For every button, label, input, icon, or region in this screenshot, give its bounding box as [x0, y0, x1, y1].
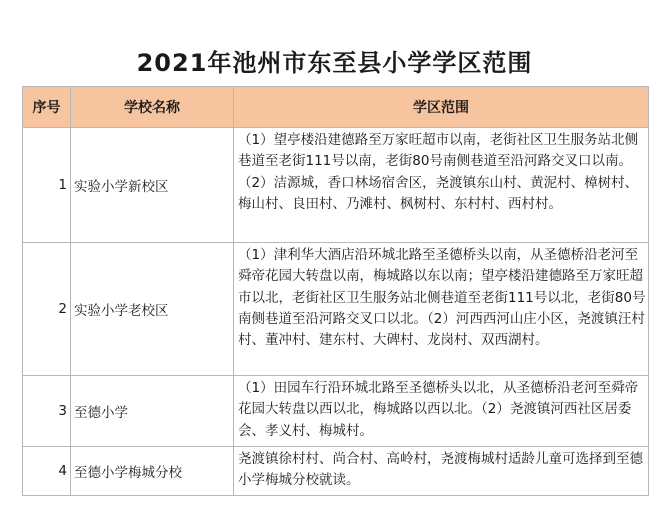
row-district-scope: （1）望亭楼沿建德路至万家旺超市以南，老街社区卫生服务站北侧巷道至老街111号以南，老街80号南侧巷道至沿河路交叉口以南。（2）洁源城，香口林场宿舍区，尧渡镇东山村、黄泥村、樟树村、梅山村、良田村、乃滩村、枫树村、东村村、西村村。 [234, 128, 649, 243]
table-row [23, 128, 649, 243]
row-district-scope: （1）田园车行沿环城北路至圣德桥头以北，从圣德桥沿老河至舜帝花园大转盘以西以北，梅城路以西以北。（2）尧渡镇河西社区居委会、孝义村、梅城村。 [234, 376, 649, 447]
table-row [23, 447, 649, 496]
table-header-row [23, 87, 649, 128]
row-school-name: 实验小学老校区 [71, 243, 234, 376]
row-school-name: 至德小学梅城分校 [71, 447, 234, 496]
row-district-scope: （1）津利华大酒店沿环城北路至圣德桥头以南，从圣德桥沿老河至舜帝花园大转盘以南，梅城路以东以南；望亭楼沿建德路至万家旺超市以北，老街社区卫生服务站北侧巷道至老街111号以北，老街80号南侧巷道至沿河路交叉口以北。（2）河西西河山庄小区，尧渡镇汪村村、董冲村、建东村、大碑村、龙岗村、双西湖村。 [234, 243, 649, 376]
row-serial-number: 1 [23, 128, 71, 243]
header-serial-number: 序号 [23, 87, 71, 128]
header-school-name: 学校名称 [71, 87, 234, 128]
header-district-scope: 学区范围 [234, 87, 649, 128]
row-district-scope: 尧渡镇徐村村、尚合村、高岭村，尧渡梅城村适龄儿童可选择到至德小学梅城分校就读。 [234, 447, 649, 496]
page-title: 2021年池州市东至县小学学区范围 [136, 49, 533, 77]
school-district-table [22, 86, 649, 496]
row-serial-number: 3 [23, 376, 71, 447]
row-school-name: 实验小学新校区 [71, 128, 234, 243]
row-school-name: 至德小学 [71, 376, 234, 447]
row-serial-number: 2 [23, 243, 71, 376]
table-row [23, 243, 649, 376]
table-row [23, 376, 649, 447]
row-serial-number: 4 [23, 447, 71, 496]
